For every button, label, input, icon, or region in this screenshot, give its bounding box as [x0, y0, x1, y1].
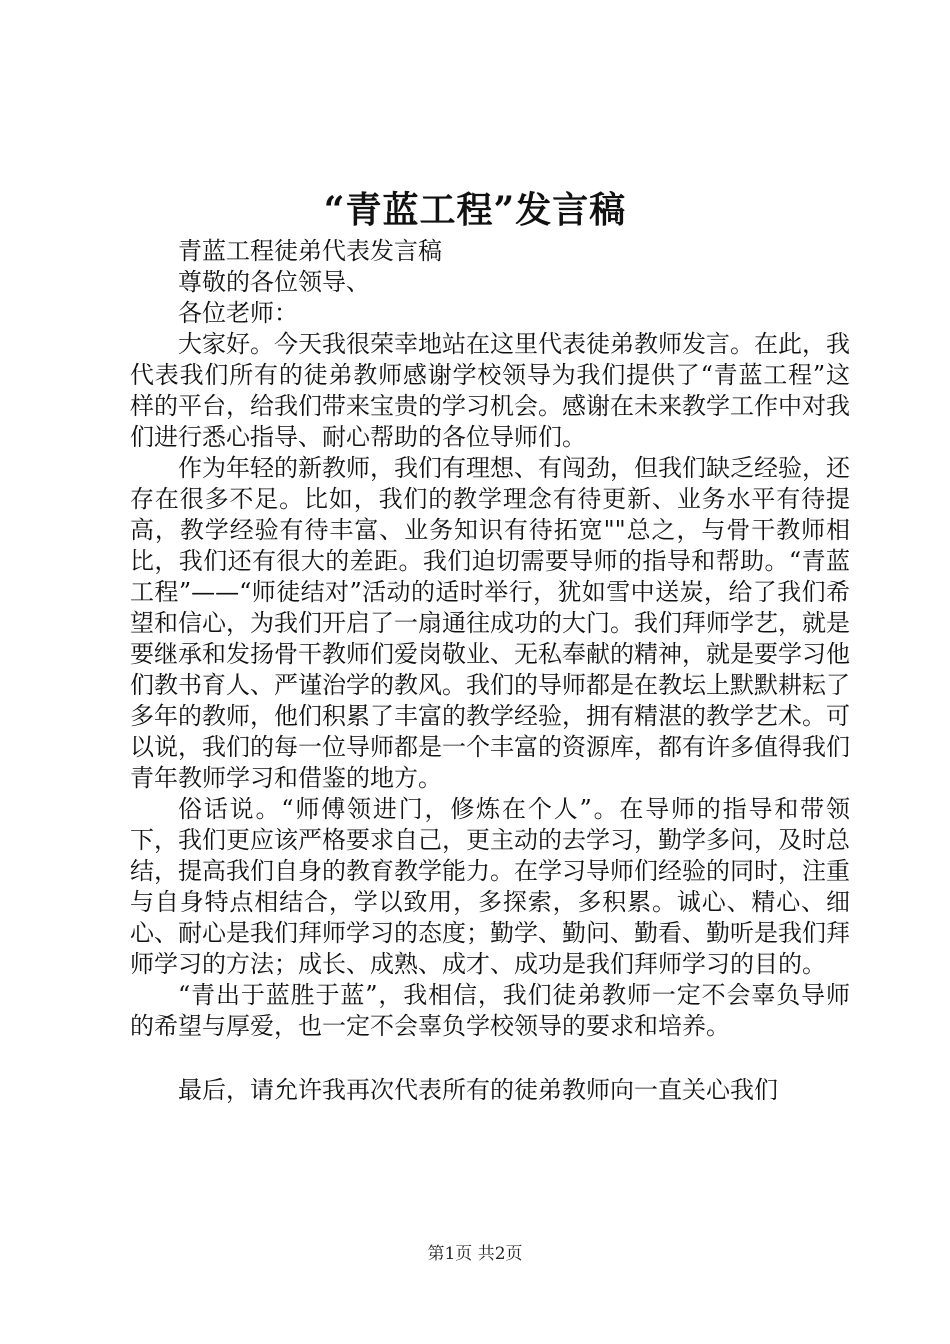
paragraph-proverb: 俗话说。“师傅领进门，修炼在个人”。在导师的指导和带领下，我们更应该严格要求自己，更主动的去学习，勤学多问，及时总结，提高我们自身的教育教学能力。在学习导师们经验的同时，注重与自身特点相结合，学以致用，多探索，多积累。诚心、精心、细心、耐心是我们拜师学习的态度；勤学、勤问、勤看、勤听是我们拜师学习的方法；成长、成熟、成才、成功是我们拜师学习的目的。: [130, 795, 850, 978]
paragraph-closing: 最后，请允许我再次代表所有的徒弟教师向一直关心我们: [178, 1076, 778, 1104]
paragraph-greeting: 大家好。今天我很荣幸地站在这里代表徒弟教师发言。在此，我代表我们所有的徒弟教师感谢学校领导为我们提供了“青蓝工程”这样的平台，给我们带来宝贵的学习机会。感谢在未来教学工作中对我们进行悉心指导、耐心帮助的各位导师们。: [130, 330, 850, 451]
paragraph-commitment: “青出于蓝胜于蓝”，我相信，我们徒弟教师一定不会辜负导师的希望与厚爱，也一定不会辜负学校领导的要求和培养。: [130, 981, 850, 1040]
document-title: “青蓝工程”发言稿: [323, 189, 627, 231]
salutation-line-1: 尊敬的各位领导、: [178, 268, 370, 296]
document-body: [130, 236, 850, 1106]
paragraph-spacer: [130, 1042, 850, 1075]
document-subtitle: 青蓝工程徒弟代表发言稿: [178, 237, 442, 265]
page-number-footer: 第1页 共2页: [427, 1244, 523, 1264]
salutation-line-2: 各位老师：: [178, 299, 298, 327]
paragraph-shortcomings: 作为年轻的新教师，我们有理想、有闯劲，但我们缺乏经验，还存在很多不足。比如，我们的教学理念有待更新、业务水平有待提高，教学经验有待丰富、业务知识有待拓宽""总之，与骨干教师相比，我们还有很大的差距。我们迫切需要导师的指导和帮助。“青蓝工程”——“师徒结对”活动的适时举行，犹如雪中送炭，给了我们希望和信心，为我们开启了一扇通往成功的大门。我们拜师学艺，就是要继承和发扬骨干教师们爱岗敬业、无私奉献的精神，就是要学习他们教书育人、严谨治学的教风。我们的导师都是在教坛上默默耕耘了多年的教师，他们积累了丰富的教学经验，拥有精湛的教学艺术。可以说，我们的每一位导师都是一个丰富的资源库，都有许多值得我们青年教师学习和借鉴的地方。: [130, 454, 850, 792]
